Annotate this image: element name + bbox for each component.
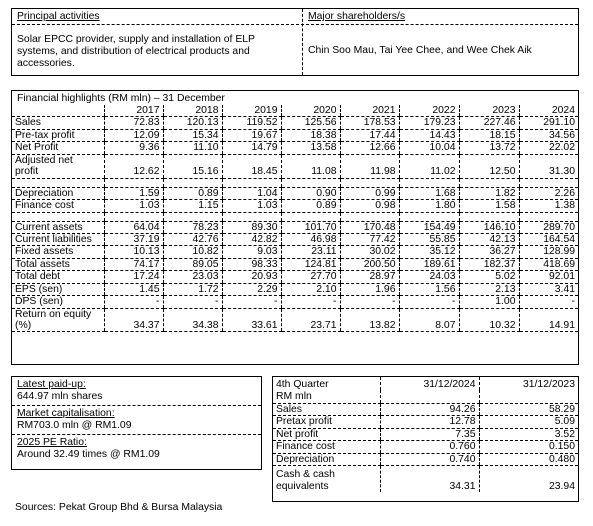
value-cell: 17.44 xyxy=(340,129,399,141)
value-cell: 10.82 xyxy=(163,246,222,258)
market-cap-title-row xyxy=(12,405,261,420)
value-cell: 64.04 xyxy=(104,221,163,233)
major-shareholders-text: Chin Soo Mau, Tai Yee Chee, and Wee Chek Aik xyxy=(308,45,532,56)
spacer-cell xyxy=(459,212,519,221)
value-cell: 14.91 xyxy=(519,308,578,332)
value-cell: 200.50 xyxy=(340,258,399,270)
value-cell: 11.10 xyxy=(163,142,222,154)
value-cell: 74.17 xyxy=(104,258,163,270)
value-cell: 72.83 xyxy=(104,117,163,129)
value-cell: 31.30 xyxy=(519,154,578,178)
quarter-unit-blank-1 xyxy=(380,390,479,403)
value-cell: 37.19 xyxy=(104,233,163,245)
row-label-current-liabilities: Current liabilities xyxy=(12,233,104,245)
value-cell: 10.32 xyxy=(459,308,519,332)
major-shareholders-title: Major shareholders/s xyxy=(308,11,406,22)
row-label-line-1: Return on equity xyxy=(15,308,92,320)
year-header-blank xyxy=(12,105,104,117)
value-cell: 13.72 xyxy=(459,142,519,154)
pe-ratio-value-row xyxy=(12,449,261,462)
value-cell: 1.56 xyxy=(399,283,459,295)
quarter-row-net-profit xyxy=(273,428,578,440)
spacer-cell xyxy=(222,212,281,221)
value-cell: 1.58 xyxy=(459,200,519,212)
row-label-eps-sen: EPS (sen) xyxy=(12,283,104,295)
principal-activities-line-2: systems, and distribution of electrical products and xyxy=(17,46,250,57)
value-cell: 1.96 xyxy=(340,283,399,295)
value-cell: 28.97 xyxy=(340,271,399,283)
value-cell: 11.98 xyxy=(340,154,399,178)
spacer-cell xyxy=(104,212,163,221)
value-cell: 12.50 xyxy=(459,154,519,178)
quarter-2023-value: 0.150 xyxy=(479,441,578,453)
quarter-label-net-profit: Net profit xyxy=(273,428,380,440)
row-fixed-assets xyxy=(12,246,578,258)
value-cell: 0.99 xyxy=(340,187,399,199)
quarter-title: 4th Quarter xyxy=(276,379,329,390)
quarter-2023-value: 58.29 xyxy=(479,403,578,415)
year-header-2020: 2020 xyxy=(281,105,340,117)
value-cell: 1.03 xyxy=(222,200,281,212)
value-cell: 34.38 xyxy=(163,308,222,332)
value-cell: 89.05 xyxy=(163,258,222,270)
spacer-cell xyxy=(519,212,578,221)
value-cell: - xyxy=(281,296,340,308)
value-cell: 120.13 xyxy=(163,117,222,129)
quarter-results-table xyxy=(273,377,578,492)
row-label-current-assets: Current assets xyxy=(12,221,104,233)
row-label-sales: Sales xyxy=(12,117,104,129)
value-cell: 0.98 xyxy=(340,200,399,212)
value-cell: 10.04 xyxy=(399,142,459,154)
pe-ratio-title: 2025 PE Ratio: xyxy=(17,436,87,448)
value-cell: - xyxy=(399,296,459,308)
quarter-unit: RM mln xyxy=(273,390,380,403)
spacer-cell xyxy=(281,178,340,187)
value-cell: 23.71 xyxy=(281,308,340,332)
value-cell: 27.70 xyxy=(281,271,340,283)
spacer-row xyxy=(12,178,578,187)
value-cell: 1.45 xyxy=(104,283,163,295)
value-cell: 418.69 xyxy=(519,258,578,270)
value-cell: 128.99 xyxy=(519,246,578,258)
row-net-profit xyxy=(12,142,578,154)
year-header-row xyxy=(12,105,578,117)
spacer-cell xyxy=(459,178,519,187)
row-label-line-1: Adjusted net xyxy=(15,154,73,166)
row-label-total-debt: Total debt xyxy=(12,271,104,283)
value-cell: 2.26 xyxy=(519,187,578,199)
value-cell: 18.38 xyxy=(281,129,340,141)
value-cell: 101.70 xyxy=(281,221,340,233)
row-label-total-assets: Total assets xyxy=(12,258,104,270)
row-label-adjusted-net xyxy=(12,154,104,178)
value-cell: 119.52 xyxy=(222,117,281,129)
quarter-label-finance-cost: Finance cost xyxy=(273,441,380,453)
value-cell: 9.36 xyxy=(104,142,163,154)
quarter-2024-value: 0.740 xyxy=(380,453,479,465)
value-cell: 0.89 xyxy=(281,200,340,212)
value-cell: 1.72 xyxy=(163,283,222,295)
value-cell: 34.56 xyxy=(519,129,578,141)
quarter-2024-value: 94.26 xyxy=(380,403,479,415)
value-cell: 0.90 xyxy=(281,187,340,199)
value-cell: - xyxy=(340,296,399,308)
value-cell: 36.27 xyxy=(459,246,519,258)
spacer-cell xyxy=(399,178,459,187)
paid-up-value-row xyxy=(12,391,261,405)
principal-activities-line-3: accessories. xyxy=(17,58,75,69)
quarter-unit-blank-2 xyxy=(479,390,578,403)
value-cell: 146.10 xyxy=(459,221,519,233)
quarter-2024-value: 0.760 xyxy=(380,441,479,453)
value-cell: 77.42 xyxy=(340,233,399,245)
quarter-2023-value: 5.09 xyxy=(479,416,578,428)
value-cell: 42.82 xyxy=(222,233,281,245)
quarter-results-body xyxy=(273,403,578,465)
value-cell: 42.13 xyxy=(459,233,519,245)
value-cell: 22.02 xyxy=(519,142,578,154)
spacer-cell xyxy=(104,178,163,187)
value-cell: - xyxy=(519,296,578,308)
value-cell: 164.54 xyxy=(519,233,578,245)
row-sales xyxy=(12,117,578,129)
quarter-cash-label-line-1: Cash & cash xyxy=(276,469,335,481)
value-cell: 1.00 xyxy=(459,296,519,308)
value-cell: 2.13 xyxy=(459,283,519,295)
sources-note: Sources: Pekat Group Bhd & Bursa Malaysia xyxy=(15,502,223,513)
paid-up-title: Latest paid-up: xyxy=(17,379,86,390)
value-cell: 13.82 xyxy=(340,308,399,332)
value-cell: 46.98 xyxy=(281,233,340,245)
value-cell: 19.67 xyxy=(222,129,281,141)
value-cell: 11.02 xyxy=(399,154,459,178)
quarter-row-depreciation xyxy=(273,453,578,465)
value-cell: 289.70 xyxy=(519,221,578,233)
value-cell: 12.62 xyxy=(104,154,163,178)
year-header-2021: 2021 xyxy=(340,105,399,117)
value-cell: - xyxy=(163,296,222,308)
value-cell: 23.03 xyxy=(163,271,222,283)
value-cell: 18.45 xyxy=(222,154,281,178)
value-cell: 2.29 xyxy=(222,283,281,295)
row-label-line-2: (%) xyxy=(15,320,32,331)
row-finance-cost xyxy=(12,200,578,212)
row-total-assets xyxy=(12,258,578,270)
row-current-liabilities xyxy=(12,233,578,245)
financial-highlights-body xyxy=(12,105,578,332)
value-cell: 3.41 xyxy=(519,283,578,295)
row-label-return-on-equity xyxy=(12,308,104,332)
value-cell: 35.12 xyxy=(399,246,459,258)
value-cell: 189.61 xyxy=(399,258,459,270)
value-cell: 13.58 xyxy=(281,142,340,154)
quarter-row-pretax-profit xyxy=(273,416,578,428)
row-depreciation xyxy=(12,187,578,199)
paid-up-title-row xyxy=(12,377,261,391)
profile-divider xyxy=(302,9,303,75)
row-return-on-equity xyxy=(12,308,578,332)
value-cell: 1.59 xyxy=(104,187,163,199)
quarter-label-depreciation: Depreciation xyxy=(273,453,380,465)
value-cell: 92.01 xyxy=(519,271,578,283)
quarter-2023-value: 3.52 xyxy=(479,428,578,440)
value-cell: 55.85 xyxy=(399,233,459,245)
row-dps-sen xyxy=(12,296,578,308)
row-eps-sen xyxy=(12,283,578,295)
quarter-2024-value: 7.35 xyxy=(380,428,479,440)
value-cell: 24.03 xyxy=(399,271,459,283)
spacer-cell xyxy=(281,212,340,221)
financial-highlights-title: Financial highlights (RM mln) – 31 December xyxy=(17,93,225,104)
quarter-2023-value: 0.480 xyxy=(479,453,578,465)
pe-ratio-value: Around 32.49 times @ RM1.09 xyxy=(17,449,160,461)
spacer-cell xyxy=(12,178,104,187)
value-cell: 1.82 xyxy=(459,187,519,199)
value-cell: 15.16 xyxy=(163,154,222,178)
spacer-cell xyxy=(340,178,399,187)
value-cell: 10.13 xyxy=(104,246,163,258)
quarter-header-row xyxy=(273,377,578,390)
value-cell: 291.10 xyxy=(519,117,578,129)
value-cell: 1.38 xyxy=(519,200,578,212)
quarter-cash-label xyxy=(273,466,380,492)
value-cell: 154.49 xyxy=(399,221,459,233)
year-header-2023: 2023 xyxy=(459,105,519,117)
row-label-pre-tax-profit: Pre-tax profit xyxy=(12,129,104,141)
value-cell: 12.09 xyxy=(104,129,163,141)
value-cell: 89.30 xyxy=(222,221,281,233)
profile-header-rule xyxy=(12,24,578,25)
value-cell: 1.68 xyxy=(399,187,459,199)
value-cell: 182.37 xyxy=(459,258,519,270)
quarter-cash-label-line-2: equivalents xyxy=(276,480,329,492)
value-cell: 20.93 xyxy=(222,271,281,283)
row-label-finance-cost: Finance cost xyxy=(12,200,104,212)
market-cap-value: RM703.0 mln @ RM1.09 xyxy=(12,420,261,434)
value-cell: 9.03 xyxy=(222,246,281,258)
row-pre-tax-profit xyxy=(12,129,578,141)
value-cell: 42.76 xyxy=(163,233,222,245)
value-cell: 1.15 xyxy=(163,200,222,212)
value-cell: 34.37 xyxy=(104,308,163,332)
value-cell: 17.24 xyxy=(104,271,163,283)
year-header-2019: 2019 xyxy=(222,105,281,117)
spacer-cell xyxy=(222,178,281,187)
value-cell: 5.02 xyxy=(459,271,519,283)
value-cell: 14.79 xyxy=(222,142,281,154)
quarter-row-sales xyxy=(273,403,578,415)
year-header-2017: 2017 xyxy=(104,105,163,117)
row-label-depreciation: Depreciation xyxy=(12,187,104,199)
quarter-cash-2024: 34.31 xyxy=(380,466,479,492)
quarter-2024-value: 12.78 xyxy=(380,416,479,428)
quarter-col-2024: 31/12/2024 xyxy=(380,377,479,390)
value-cell: - xyxy=(222,296,281,308)
value-cell: - xyxy=(104,296,163,308)
value-cell: 23.11 xyxy=(281,246,340,258)
quarter-col-2023: 31/12/2023 xyxy=(479,377,578,390)
quarter-label-sales: Sales xyxy=(273,403,380,415)
value-cell: 11.08 xyxy=(281,154,340,178)
value-cell: 98.33 xyxy=(222,258,281,270)
spacer-cell xyxy=(163,212,222,221)
row-label-dps-sen: DPS (sen) xyxy=(12,296,104,308)
value-cell: 15.34 xyxy=(163,129,222,141)
spacer-cell xyxy=(399,212,459,221)
value-cell: 124.81 xyxy=(281,258,340,270)
principal-activities-title: Principal activities xyxy=(17,11,100,22)
year-header-2018: 2018 xyxy=(163,105,222,117)
quarter-cash-2023: 23.94 xyxy=(479,466,578,492)
row-label-net-profit: Net Profit xyxy=(12,142,104,154)
spacer-cell xyxy=(12,212,104,221)
spacer-cell xyxy=(519,178,578,187)
spacer-cell xyxy=(163,178,222,187)
value-cell: 178.53 xyxy=(340,117,399,129)
financial-highlights-table xyxy=(12,105,578,332)
paid-up-value: 644.97 mln shares xyxy=(12,391,261,405)
quarter-row-finance-cost xyxy=(273,441,578,453)
row-label-line-2: profit xyxy=(15,166,39,178)
value-cell: 33.61 xyxy=(222,308,281,332)
row-total-debt xyxy=(12,271,578,283)
row-label-fixed-assets: Fixed assets xyxy=(12,246,104,258)
principal-activities-line-1: Solar EPCC provider, supply and installation of ELP xyxy=(17,34,255,45)
year-header-2022: 2022 xyxy=(399,105,459,117)
value-cell: 14.43 xyxy=(399,129,459,141)
value-cell: 125.56 xyxy=(281,117,340,129)
quarter-label-pretax-profit: Pretax profit xyxy=(273,416,380,428)
quarter-cash-row xyxy=(273,466,578,492)
value-cell: 18.15 xyxy=(459,129,519,141)
value-cell: 1.03 xyxy=(104,200,163,212)
value-cell: 227.46 xyxy=(459,117,519,129)
row-adjusted-net xyxy=(12,154,578,178)
value-cell: 12.66 xyxy=(340,142,399,154)
value-cell: 8.07 xyxy=(399,308,459,332)
year-header-2024: 2024 xyxy=(519,105,578,117)
value-cell: 0.89 xyxy=(163,187,222,199)
row-current-assets xyxy=(12,221,578,233)
pe-ratio-title-row xyxy=(12,434,261,449)
market-cap-title: Market capitalisation: xyxy=(17,407,115,419)
value-cell: 2.10 xyxy=(281,283,340,295)
capital-info-table xyxy=(12,377,261,463)
value-cell: 78.23 xyxy=(163,221,222,233)
market-cap-value-row xyxy=(12,420,261,434)
value-cell: 179.23 xyxy=(399,117,459,129)
spacer-cell xyxy=(340,212,399,221)
quarter-unit-row xyxy=(273,390,578,403)
value-cell: 30.02 xyxy=(340,246,399,258)
value-cell: 1.04 xyxy=(222,187,281,199)
value-cell: 170.48 xyxy=(340,221,399,233)
value-cell: 1.80 xyxy=(399,200,459,212)
spacer-row xyxy=(12,212,578,221)
